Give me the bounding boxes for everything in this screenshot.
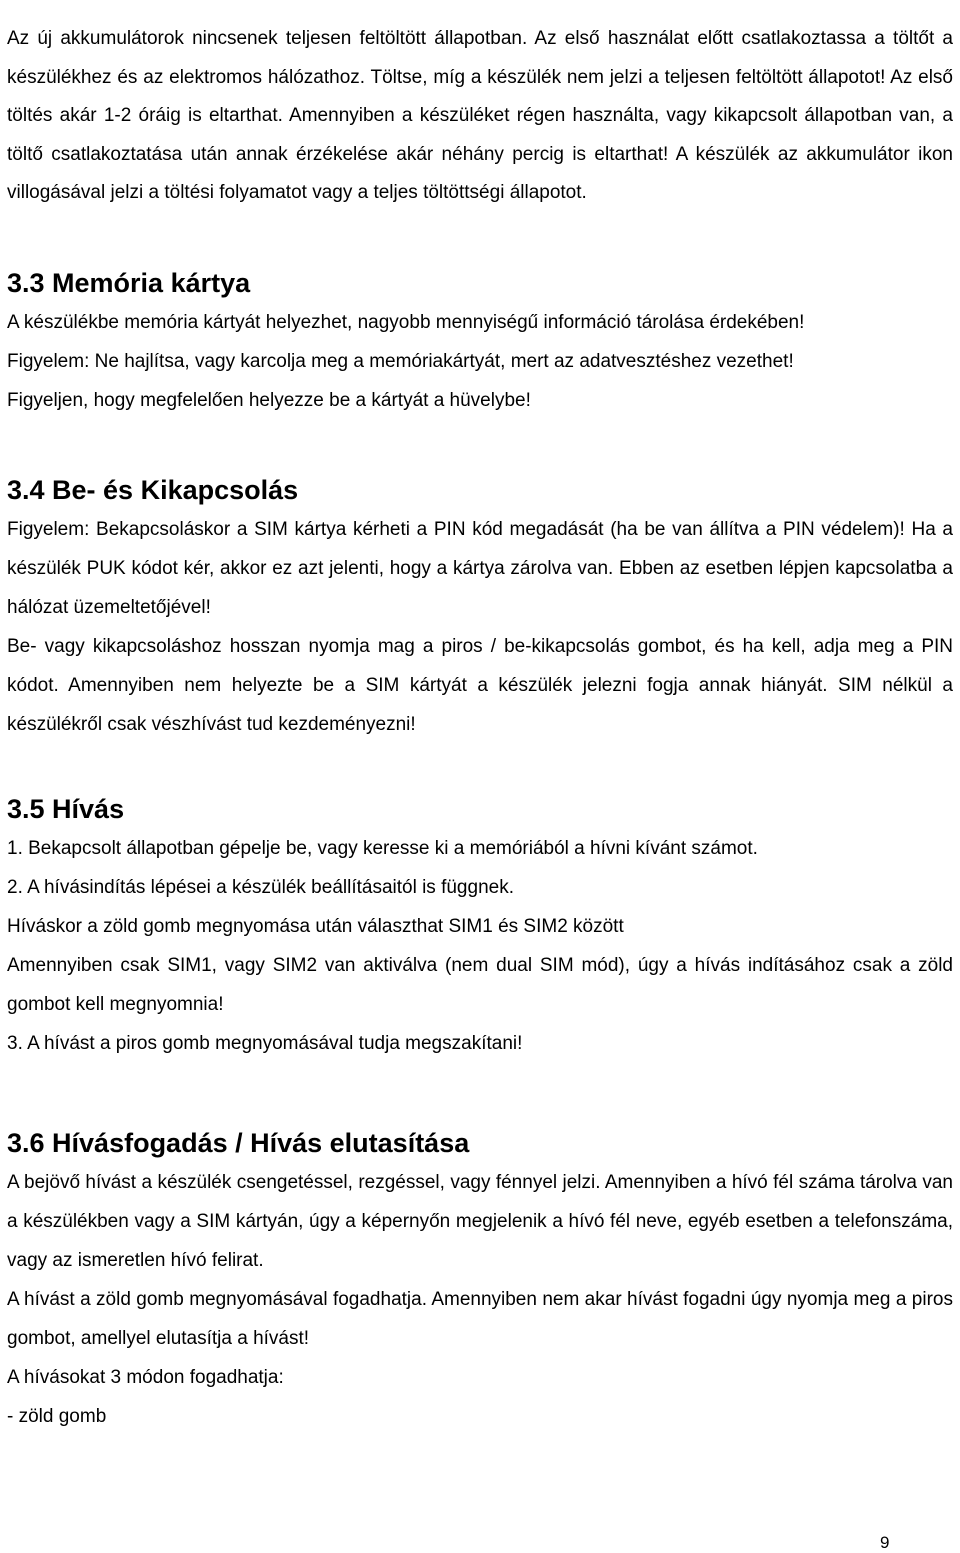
- document-page: [7, 20, 953, 1436]
- section-heading-calling: 3.5 Hívás: [7, 793, 125, 824]
- answer-modes-intro: A hívásokat 3 módon fogadhatja:: [7, 1366, 284, 1388]
- warning-text: Bekapcsoláskor a SIM kártya kérheti a PIN kód megadását (ha be van állítva a PIN védelem)! Ha a készülék PUK kódot kér, akkor ez azt jelenti, hogy a kártya zárolva van. Ebben az esetben lépjen kapcsolatba a hálózat üzemeltetőjével!: [7, 518, 953, 618]
- section-heading-answer-reject: 3.6 Hívásfogadás / Hívás elutasítása: [7, 1127, 470, 1158]
- page-number: 9: [880, 1533, 890, 1552]
- answer-reject-paragraph: A hívást a zöld gomb megnyomásával fogadhatja. Amennyiben nem akar hívást fogadni úgy nyomja meg a piros gombot, amellyel elutasítja a hívást!: [7, 1288, 953, 1349]
- calling-step-1: 1. Bekapcsolt állapotban gépelje be, vagy keresse ki a memóriából a hívni kívánt számot.: [7, 837, 758, 859]
- calling-sim-select: Híváskor a zöld gomb megnyomása után választhat SIM1 és SIM2 között: [7, 915, 624, 937]
- warning-label: Figyelem:: [7, 518, 90, 540]
- memory-card-insert-note: Figyeljen, hogy megfelelően helyezze be a kártyát a hüvelybe!: [7, 389, 531, 411]
- incoming-call-paragraph: A bejövő hívást a készülék csengetéssel, rezgéssel, vagy fénnyel jelzi. Amennyiben a hívó fél száma tárolva van a készülékben vagy a SIM kártyán, úgy a képernyőn megjelenik a hívó fél neve, egyéb esetben a telefonszáma, vagy az ismeretlen hívó felirat.: [7, 1171, 953, 1271]
- memory-card-warning: [7, 342, 953, 381]
- section-heading-power: 3.4 Be- és Kikapcsolás: [7, 474, 299, 505]
- calling-step-2: 2. A hívásindítás lépései a készülék beállításaitól is függnek.: [7, 876, 514, 898]
- power-warning: [7, 510, 953, 627]
- section-heading-memory-card: 3.3 Memória kártya: [7, 267, 251, 298]
- answer-mode-item: - zöld gomb: [7, 1405, 107, 1427]
- calling-single-sim: Amennyiben csak SIM1, vagy SIM2 van aktiválva (nem dual SIM mód), úgy a hívás indításához csak a zöld gombot kell megnyomnia!: [7, 954, 953, 1015]
- warning-text: Ne hajlítsa, vagy karcolja meg a memóriakártyát, mert az adatvesztéshez vezethet!: [89, 350, 794, 372]
- memory-card-paragraph: A készülékbe memória kártyát helyezhet, nagyobb mennyiségű információ tárolása érdekében!: [7, 311, 805, 333]
- power-paragraph: Be- vagy kikapcsoláshoz hosszan nyomja mag a piros / be-kikapcsolás gombot, és ha kell, adja meg a PIN kódot. Amennyiben nem helyezte be a SIM kártyát a készülék jelezni fogja annak hiányát. SIM nélkül a készülékről csak vészhívást tud kezdeményezni!: [7, 635, 953, 735]
- intro-paragraph: Az új akkumulátorok nincsenek teljesen feltöltött állapotban. Az első használat előtt csatlakoztassa a töltőt a készülékhez és az elektromos hálózathoz. Töltse, míg a készülék nem jelzi a teljesen feltöltött állapotot! Az első töltés akár 1-2 óráig is eltarthat. Amennyiben a készüléket régen használta, vagy kikapcsolt állapotban van, a töltő csatlakoztatása után annak érzékelése akár néhány percig is eltarthat! A készülék az akkumulátor ikon villogásával jelzi a töltési folyamatot vagy a teljes töltöttségi állapotot.: [7, 28, 953, 203]
- warning-label: Figyelem:: [7, 350, 90, 372]
- calling-step-3: 3. A hívást a piros gomb megnyomásával tudja megszakítani!: [7, 1032, 523, 1054]
